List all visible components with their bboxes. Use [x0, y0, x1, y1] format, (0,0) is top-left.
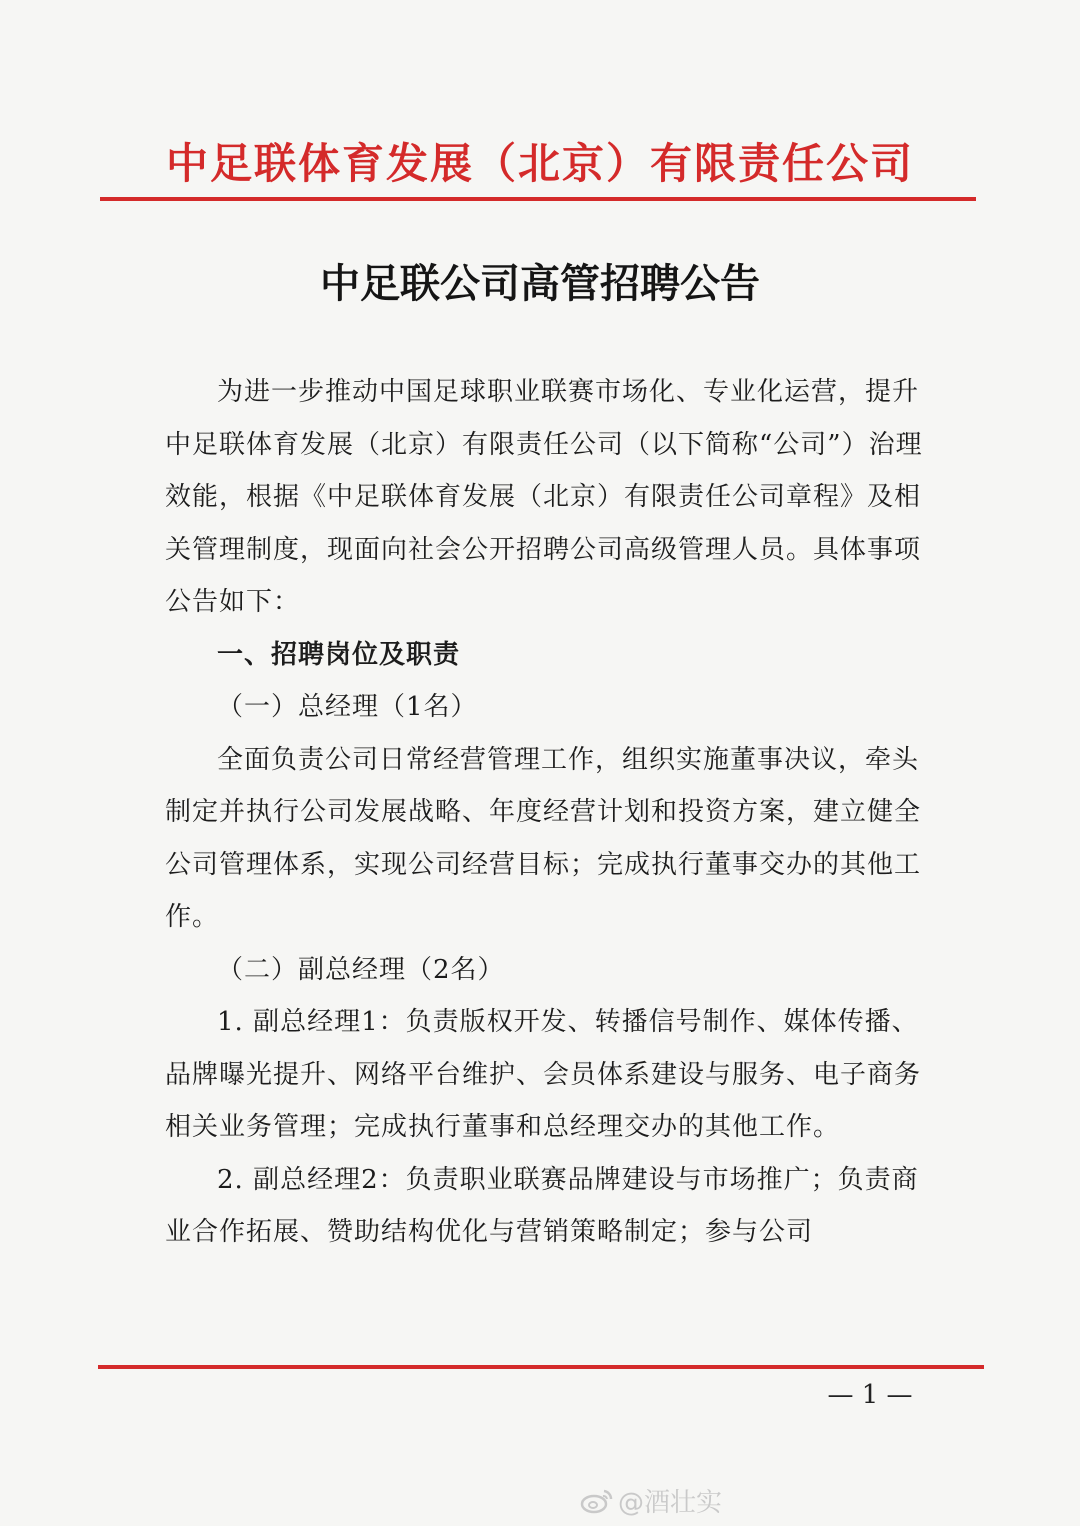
section-heading-recruitment: 一、招聘岗位及职责	[217, 639, 461, 670]
general-manager-duties: 全面负责公司日常经营管理工作，组织实施董事决议，牵头制定并执行公司发展战略、年度经营计划和投资方案，建立健全公司管理体系，实现公司经营目标；完成执行董事交办的其他工作。	[165, 744, 922, 932]
document-title: 中足联公司高管招聘公告	[320, 261, 760, 307]
intro-paragraph: 为进一步推动中国足球职业联赛市场化、专业化运营，提升中足联体育发展（北京）有限责任公司（以下简称“公司”）治理效能，根据《中足联体育发展（北京）有限责任公司章程》及相关管理制度，现面向社会公开招聘公司高级管理人员。具体事项公告如下：	[165, 377, 923, 617]
weibo-icon	[580, 1488, 614, 1514]
footer-red-rule	[98, 1365, 984, 1369]
letterhead-red-rule	[100, 197, 976, 201]
subheading-deputy-general-manager: （二）副总经理（2名）	[217, 954, 505, 985]
watermark	[580, 1482, 722, 1519]
page-number: — 1 —	[827, 1380, 913, 1410]
subheading-general-manager: （一）总经理（1名）	[217, 692, 478, 722]
document-body	[165, 366, 925, 1259]
deputy-manager-2-duties: 2. 副总经理2：负责职业联赛品牌建设与市场推广；负责商业合作拓展、赞助结构优化与营销策略制定；参与公司	[165, 1164, 919, 1247]
watermark-text: @酒壮实	[618, 1488, 723, 1518]
letterhead-company-name: 中足联体育发展（北京）有限责任公司	[165, 139, 914, 188]
deputy-manager-1-duties: 1. 副总经理1：负责版权开发、转播信号制作、媒体传播、品牌曝光提升、网络平台维护、会员体系建设与服务、电子商务相关业务管理；完成执行董事和总经理交办的其他工作。	[165, 1007, 922, 1142]
